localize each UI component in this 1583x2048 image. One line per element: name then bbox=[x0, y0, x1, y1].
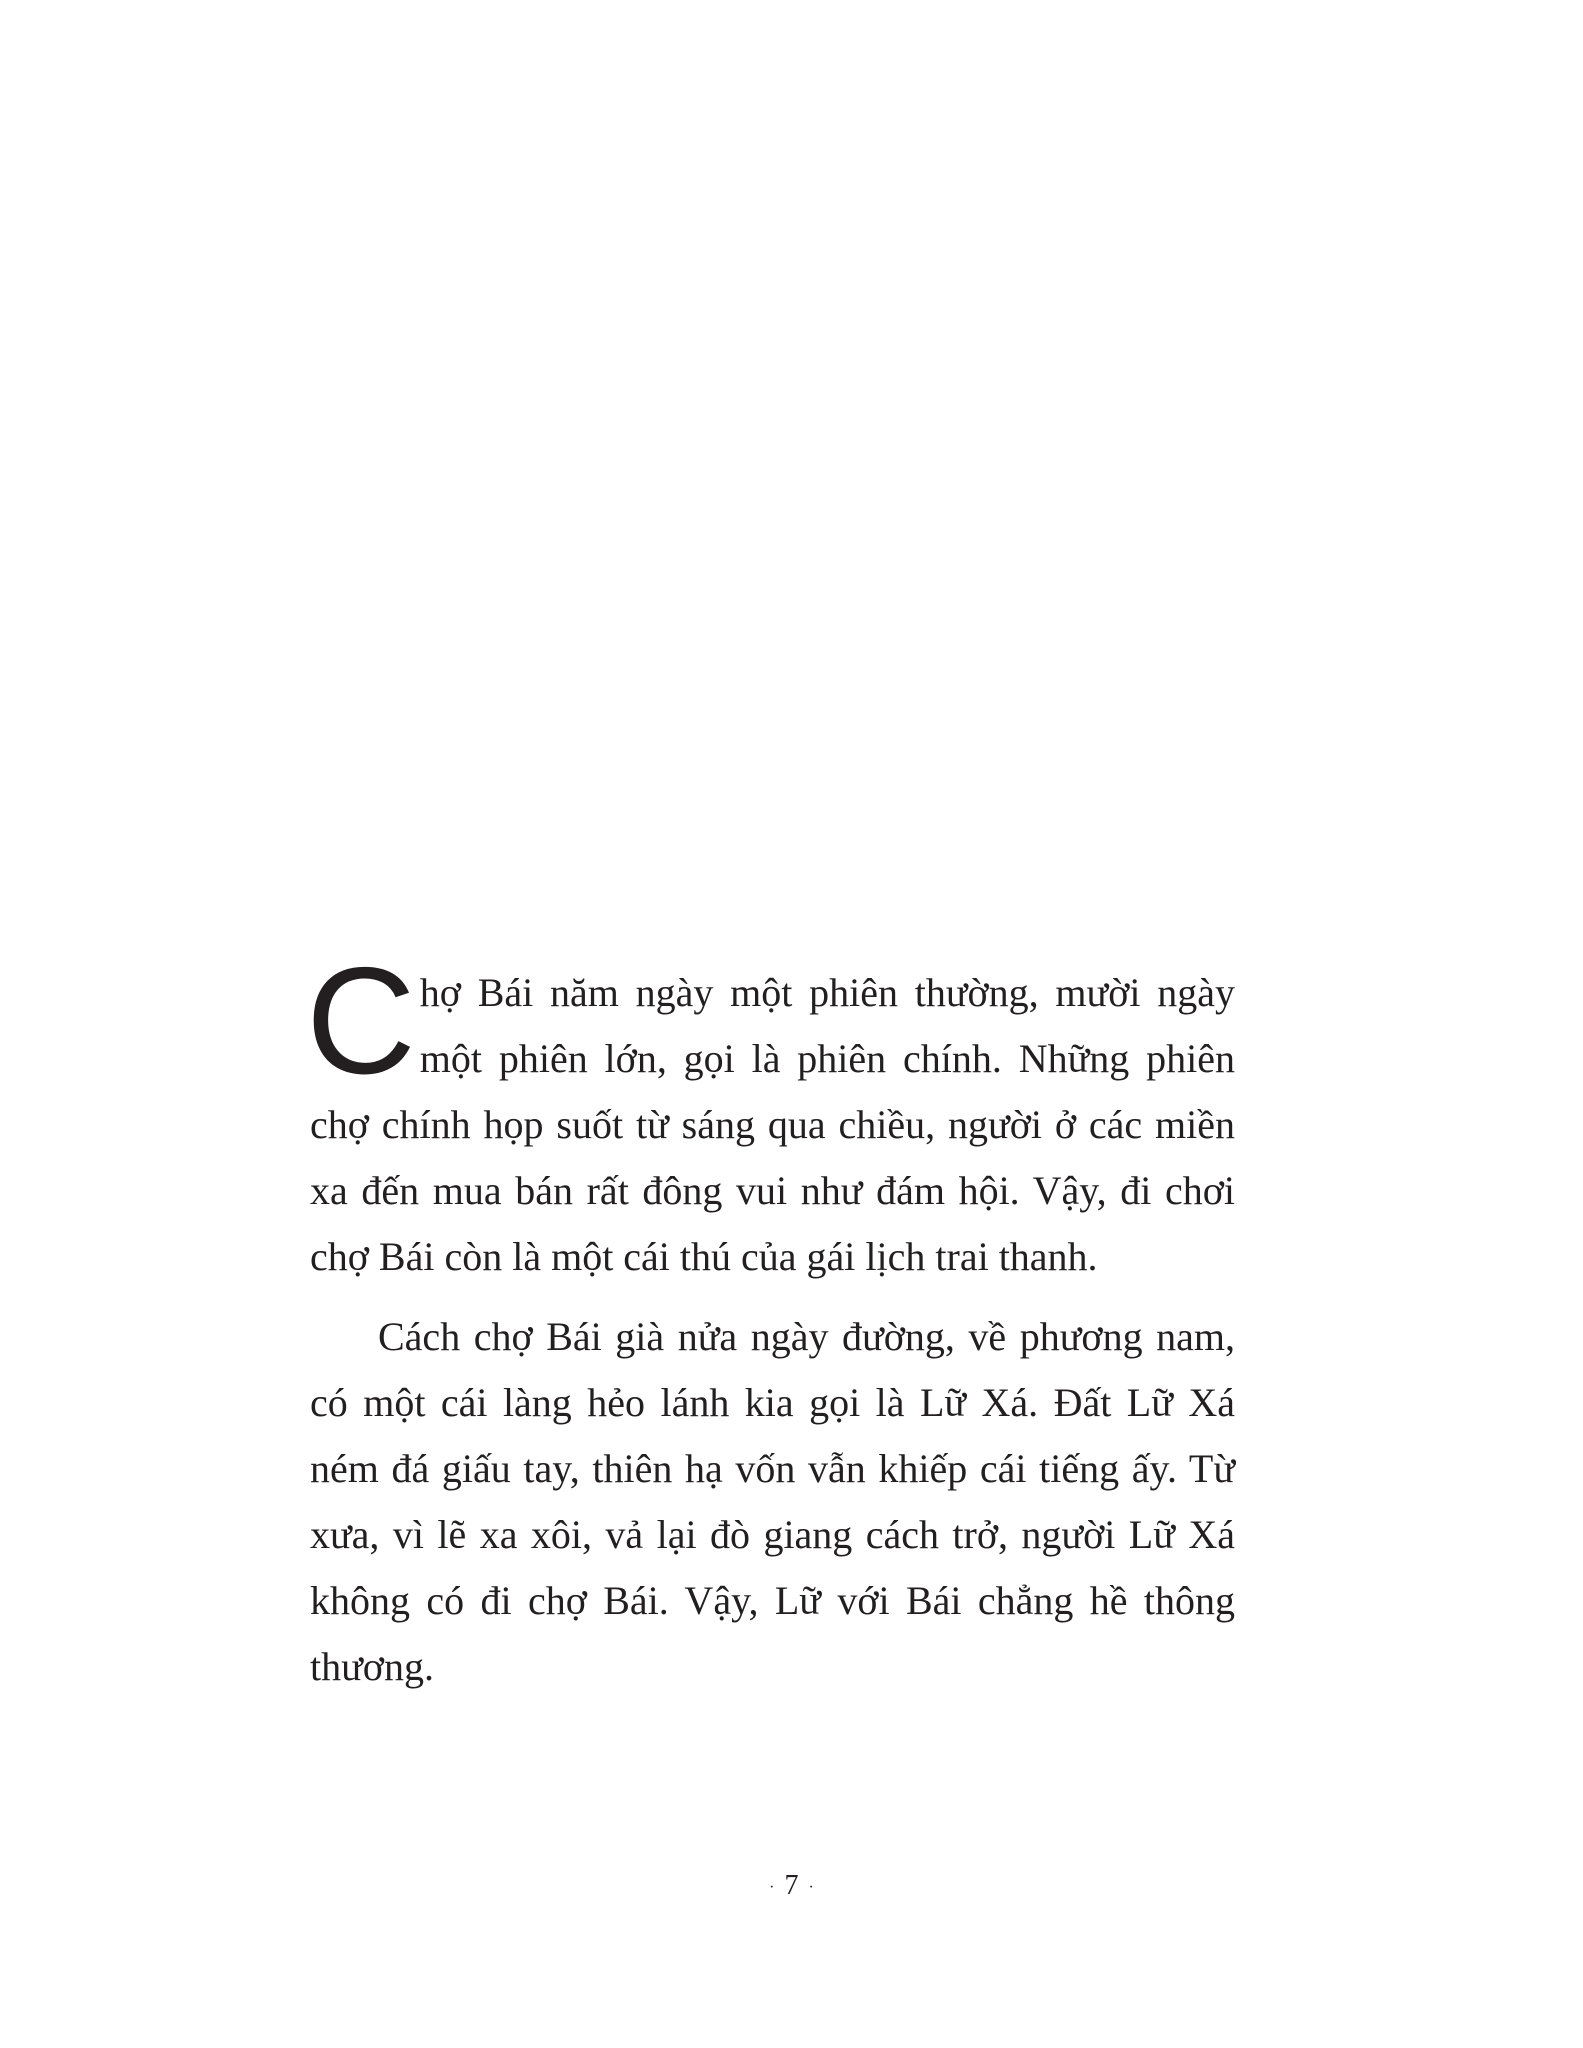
paragraph-1-text: hợ Bái năm ngày một phiên thường, mười ngày một phiên lớn, gọi là phiên chính. Những phiên chợ chính họp suốt từ sáng qua chiều, người ở các miền xa đến mua bán rất đông vui như đám hội. Vậy, đi chơi chợ Bái còn là một cái thú của gái lịch trai thanh. bbox=[310, 970, 1235, 1279]
paragraph-1 bbox=[306, 936, 1235, 1290]
drop-cap: C bbox=[306, 936, 416, 1106]
page-number-value: 7 bbox=[784, 1870, 799, 1901]
body-text bbox=[306, 936, 1235, 1700]
page-number-dot-right: · bbox=[808, 1878, 814, 1896]
paragraph-2: Cách chợ Bái già nửa ngày đường, về phương nam, có một cái làng hẻo lánh kia gọi là Lữ Xá. Đất Lữ Xá ném đá giấu tay, thiên hạ vốn vẫn khiếp cái tiếng ấy. Từ xưa, vì lẽ xa xôi, vả lại đò giang cách trở, người Lữ Xá không có đi chợ Bái. Vậy, Lữ với Bái chẳng hề thông thương. bbox=[310, 1314, 1235, 1689]
page-number bbox=[0, 1870, 1583, 1902]
page-number-dot-left: · bbox=[769, 1878, 775, 1896]
